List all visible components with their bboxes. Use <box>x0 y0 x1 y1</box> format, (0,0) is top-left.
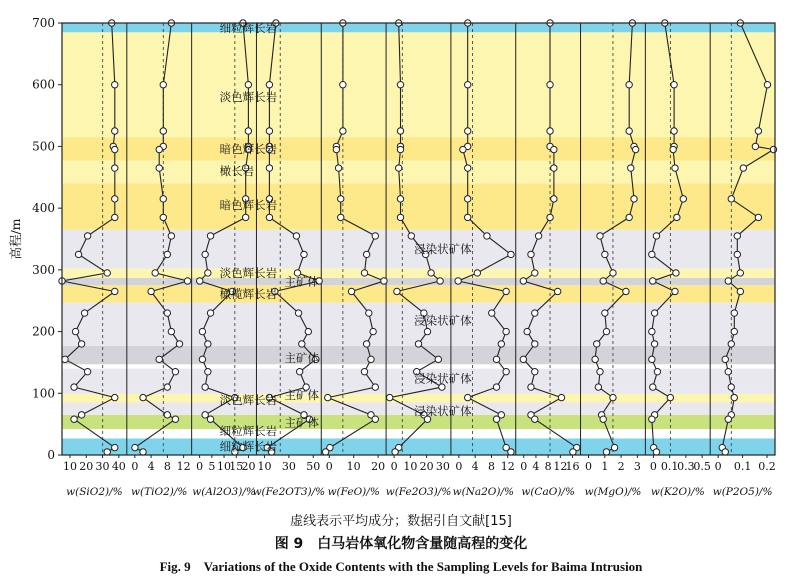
data-point <box>474 270 480 276</box>
data-point <box>435 356 441 362</box>
x-tick-label: 50 <box>306 460 321 473</box>
data-point <box>734 251 740 257</box>
x-tick-label: 20 <box>371 460 386 473</box>
x-tick-label: 0 <box>196 460 204 473</box>
data-point <box>397 196 403 202</box>
data-point <box>148 288 154 294</box>
data-point <box>570 449 576 455</box>
x-tick-label: 30 <box>95 460 110 473</box>
data-point <box>363 341 369 347</box>
panel-label: w(FeO)/% <box>327 486 380 498</box>
data-point <box>295 310 301 316</box>
panel-label: w(K2O)/% <box>650 486 705 498</box>
panel-label: w(CaO)/% <box>521 486 575 498</box>
data-point <box>132 444 138 450</box>
data-point <box>205 270 211 276</box>
data-point <box>651 310 657 316</box>
data-point <box>81 310 87 316</box>
data-point <box>611 444 617 450</box>
data-point <box>532 341 538 347</box>
x-tick-label: 0 <box>520 460 528 473</box>
data-point <box>202 251 208 257</box>
data-point <box>156 356 162 362</box>
data-point <box>78 341 84 347</box>
data-point <box>558 394 564 400</box>
data-point <box>164 412 170 418</box>
data-point <box>672 165 678 171</box>
y-tick-label: 300 <box>32 262 55 277</box>
data-point <box>176 341 182 347</box>
data-point <box>333 146 339 152</box>
data-point <box>632 146 638 152</box>
data-point <box>610 270 616 276</box>
data-point <box>498 341 504 347</box>
data-point <box>722 356 728 362</box>
y-tick-label: 200 <box>32 324 55 339</box>
data-point <box>600 416 606 422</box>
data-point <box>361 270 367 276</box>
data-point <box>197 278 203 284</box>
data-point <box>731 394 737 400</box>
x-tick-label: 10 <box>257 460 272 473</box>
data-point <box>71 416 77 422</box>
x-tick-label: 0.1 <box>733 460 752 473</box>
data-point <box>207 416 213 422</box>
data-point <box>755 128 761 134</box>
data-point <box>597 233 603 239</box>
data-point <box>547 214 553 220</box>
data-point <box>325 394 331 400</box>
panel-label: w(Na2O)/% <box>452 486 515 498</box>
data-point <box>603 328 609 334</box>
data-point <box>654 368 660 374</box>
data-point <box>532 416 538 422</box>
y-axis-label: 高程/m <box>8 218 23 260</box>
lithology-band <box>62 137 775 160</box>
data-point <box>372 416 378 422</box>
data-point <box>293 233 299 239</box>
data-point <box>205 368 211 374</box>
data-point <box>649 356 655 362</box>
data-point <box>484 233 490 239</box>
x-tick-label: 5 <box>208 460 216 473</box>
data-point <box>172 368 178 374</box>
data-point <box>392 449 398 455</box>
data-point <box>667 394 673 400</box>
data-point <box>160 82 166 88</box>
rock-label: 浸染状矿体 <box>414 371 472 386</box>
data-point <box>168 328 174 334</box>
y-tick-label: 400 <box>32 201 55 216</box>
rock-label: 细粒辉长岩 <box>219 20 278 35</box>
data-point <box>112 394 118 400</box>
data-point <box>104 270 110 276</box>
data-point <box>650 384 656 390</box>
figure-caption-en: Fig. 9 Variations of the Oxide Contents with the Sampling Levels for Baima Intrusion <box>159 559 643 574</box>
data-point <box>547 82 553 88</box>
data-point <box>551 196 557 202</box>
data-point <box>653 233 659 239</box>
x-tick-label: 15 <box>229 460 244 473</box>
x-tick-label: 10 <box>63 460 77 473</box>
rock-label: 淡色辉长岩 <box>219 265 278 280</box>
x-tick-label: 10 <box>346 460 361 473</box>
data-point <box>266 128 272 134</box>
data-point <box>725 368 731 374</box>
data-point <box>600 278 606 284</box>
data-point <box>672 288 678 294</box>
data-point <box>112 444 118 450</box>
lithology-band <box>62 161 775 184</box>
rock-label: 浸染状矿体 <box>414 241 472 256</box>
data-point <box>340 128 346 134</box>
data-point <box>266 82 272 88</box>
data-point <box>554 288 560 294</box>
data-point <box>465 82 471 88</box>
x-tick-label: 10 <box>217 460 232 473</box>
data-point <box>164 310 170 316</box>
data-point <box>680 196 686 202</box>
y-tick-label: 100 <box>32 386 55 401</box>
x-tick-label: 40 <box>111 460 126 473</box>
data-point <box>140 449 146 455</box>
x-tick-label: 30 <box>435 460 450 473</box>
x-tick-label: 20 <box>79 460 94 473</box>
data-point <box>207 310 213 316</box>
data-point <box>728 196 734 202</box>
data-point <box>626 82 632 88</box>
data-point <box>764 82 770 88</box>
data-point <box>737 270 743 276</box>
x-tick-label: 0 <box>455 460 463 473</box>
x-tick-label: 2 <box>617 460 625 473</box>
x-tick-label: 0 <box>585 460 593 473</box>
data-point <box>628 165 634 171</box>
data-point <box>651 341 657 347</box>
data-point <box>62 356 68 362</box>
data-point <box>368 356 374 362</box>
data-point <box>428 270 434 276</box>
data-point <box>508 251 514 257</box>
data-point <box>551 165 557 171</box>
data-point <box>205 341 211 347</box>
rock-label: 主矿体 <box>284 351 319 366</box>
panel-label: w(MgO)/% <box>584 486 642 498</box>
data-point <box>650 278 656 284</box>
data-point <box>168 233 174 239</box>
data-point <box>156 165 162 171</box>
data-point <box>245 128 251 134</box>
data-point <box>395 165 401 171</box>
data-point <box>299 341 305 347</box>
data-point <box>84 233 90 239</box>
x-tick-label: 20 <box>241 460 256 473</box>
data-point <box>670 146 676 152</box>
data-point <box>78 412 84 418</box>
x-tick-label: 0 <box>325 460 333 473</box>
data-point <box>112 146 118 152</box>
data-point <box>592 356 598 362</box>
data-point <box>722 449 728 455</box>
data-point <box>602 251 608 257</box>
x-tick-label: 16 <box>565 460 580 473</box>
data-point <box>520 356 526 362</box>
data-point <box>725 416 731 422</box>
data-point <box>397 82 403 88</box>
rock-label: 主矿体 <box>284 388 319 403</box>
data-point <box>528 384 534 390</box>
x-tick-label: 0.3 <box>677 460 695 473</box>
data-point <box>112 196 118 202</box>
data-point <box>551 146 557 152</box>
data-point <box>394 288 400 294</box>
data-point <box>242 214 248 220</box>
data-point <box>465 165 471 171</box>
data-point <box>164 251 170 257</box>
data-point <box>75 251 81 257</box>
data-point <box>535 233 541 239</box>
data-point <box>653 449 659 455</box>
data-point <box>649 416 655 422</box>
data-point <box>199 356 205 362</box>
data-point <box>397 146 403 152</box>
data-point <box>112 214 118 220</box>
x-tick-label: 4 <box>532 460 540 473</box>
footnote: 虚线表示平均成分；数据引自文献[15] <box>290 514 512 529</box>
data-point <box>520 278 526 284</box>
data-point <box>397 128 403 134</box>
lithology-band <box>62 346 775 365</box>
data-point <box>460 146 466 152</box>
data-point <box>455 278 461 284</box>
data-point <box>348 288 354 294</box>
data-point <box>156 146 162 152</box>
data-point <box>335 165 341 171</box>
panel-label: w(Fe2O3)/% <box>385 486 452 498</box>
data-point <box>424 328 430 334</box>
data-point <box>528 251 534 257</box>
y-tick-label: 0 <box>47 448 55 462</box>
data-point <box>597 368 603 374</box>
data-point <box>112 82 118 88</box>
data-point <box>160 128 166 134</box>
data-point <box>493 384 499 390</box>
data-point <box>152 270 158 276</box>
data-point <box>532 368 538 374</box>
y-tick-label: 500 <box>32 139 55 154</box>
data-point <box>363 251 369 257</box>
data-point <box>172 416 178 422</box>
panel-label: w(TiO2)/% <box>131 486 188 498</box>
data-point <box>508 449 514 455</box>
data-point <box>207 233 213 239</box>
x-tick-label: 0 <box>649 460 657 473</box>
data-point <box>112 165 118 171</box>
data-point <box>626 214 632 220</box>
data-point <box>547 128 553 134</box>
data-point <box>202 412 208 418</box>
data-point <box>532 270 538 276</box>
data-point <box>673 270 679 276</box>
x-tick-label: 8 <box>544 460 552 473</box>
data-point <box>104 449 110 455</box>
data-point <box>493 416 499 422</box>
rock-label: 主矿体 <box>284 274 319 289</box>
data-point <box>626 128 632 134</box>
figure-caption-cn: 图 9 白马岩体氧化物含量随高程的变化 <box>274 536 528 552</box>
data-point <box>338 214 344 220</box>
data-point <box>737 288 743 294</box>
data-point <box>370 328 376 334</box>
x-tick-label: 8 <box>487 460 495 473</box>
panel-label: w(P2O5)/% <box>712 486 773 498</box>
data-point <box>372 233 378 239</box>
data-point <box>202 384 208 390</box>
rock-label: 浸染状矿体 <box>414 404 472 419</box>
data-point <box>493 356 499 362</box>
x-tick-label: 3 <box>633 460 641 473</box>
data-point <box>465 128 471 134</box>
x-tick-label: 0.2 <box>758 460 776 473</box>
data-point <box>752 143 758 149</box>
panel-label: w(SiO2)/% <box>66 486 123 498</box>
data-point <box>296 368 302 374</box>
x-tick-label: 0 <box>131 460 139 473</box>
lithology-band <box>62 278 775 285</box>
panel-label: w(Fe2OT3)/% <box>252 486 326 498</box>
data-point <box>245 82 251 88</box>
data-point <box>770 146 776 152</box>
rock-label: 细粒辉长岩 <box>219 439 278 454</box>
data-point <box>755 214 761 220</box>
data-point <box>524 328 530 334</box>
rock-label: 橄长岩 <box>219 164 255 179</box>
x-tick-label: 1 <box>601 460 609 473</box>
data-point <box>623 288 629 294</box>
data-point <box>734 233 740 239</box>
data-point <box>71 384 77 390</box>
x-tick-label: 12 <box>500 460 515 473</box>
data-point <box>266 214 272 220</box>
rock-label: 淡色辉长岩 <box>219 90 278 105</box>
data-point <box>112 288 118 294</box>
data-point <box>415 341 421 347</box>
data-point <box>408 233 414 239</box>
data-point <box>731 328 737 334</box>
rock-label: 淡色辉长岩 <box>219 393 278 408</box>
data-point <box>631 196 637 202</box>
panel-label: w(Al2O3)/% <box>192 486 256 498</box>
x-tick-label: 0.1 <box>660 460 679 473</box>
data-point <box>112 128 118 134</box>
data-point <box>489 310 495 316</box>
data-point <box>160 214 166 220</box>
y-tick-label: 600 <box>32 77 55 92</box>
data-point <box>301 251 307 257</box>
data-point <box>184 278 190 284</box>
lithology-band <box>62 438 775 455</box>
data-point <box>503 328 509 334</box>
data-point <box>674 214 680 220</box>
x-tick-label: 4 <box>471 460 479 473</box>
data-point <box>366 310 372 316</box>
x-tick-label: 20 <box>419 460 434 473</box>
x-tick-label: 0 <box>714 460 722 473</box>
x-tick-label: 30 <box>281 460 296 473</box>
data-point <box>740 165 746 171</box>
data-point <box>649 251 655 257</box>
lithology-band <box>62 183 775 229</box>
y-tick-label: 700 <box>32 16 55 30</box>
data-point <box>532 310 538 316</box>
x-tick-label: 0.5 <box>693 460 711 473</box>
data-point <box>595 384 601 390</box>
data-point <box>594 341 600 347</box>
x-tick-label: 4 <box>147 460 155 473</box>
data-point <box>361 368 367 374</box>
data-point <box>465 394 471 400</box>
data-point <box>671 82 677 88</box>
data-point <box>322 449 328 455</box>
lithology-band <box>62 429 775 438</box>
rock-label: 细粒辉长岩 <box>219 423 278 438</box>
data-point <box>340 82 346 88</box>
data-point <box>338 196 344 202</box>
data-point <box>503 368 509 374</box>
data-point <box>725 278 731 284</box>
data-point <box>84 368 90 374</box>
x-tick-label: 12 <box>176 460 191 473</box>
data-point <box>728 341 734 347</box>
rock-label: 暗色辉长岩 <box>219 198 278 213</box>
data-point <box>164 384 170 390</box>
data-point <box>72 328 78 334</box>
rock-label: 主矿体 <box>284 415 319 430</box>
x-tick-label: 8 <box>163 460 171 473</box>
data-point <box>602 310 608 316</box>
data-point <box>671 128 677 134</box>
data-point <box>610 394 616 400</box>
x-tick-label: 12 <box>553 460 568 473</box>
data-point <box>503 288 509 294</box>
data-point <box>731 310 737 316</box>
data-point <box>381 278 387 284</box>
data-point <box>140 394 146 400</box>
data-point <box>649 328 655 334</box>
data-point <box>372 384 378 390</box>
data-point <box>465 196 471 202</box>
data-point <box>160 196 166 202</box>
rock-label: 橄榄辉长岩 <box>219 286 278 301</box>
rock-label: 暗色辉长岩 <box>219 141 278 156</box>
data-point <box>266 165 272 171</box>
data-point <box>728 384 734 390</box>
x-tick-label: 10 <box>403 460 418 473</box>
data-point <box>437 278 443 284</box>
data-point <box>305 328 311 334</box>
data-point <box>386 394 392 400</box>
rock-label: 浸染状矿体 <box>414 313 472 328</box>
x-tick-label: 0 <box>390 460 398 473</box>
data-point <box>465 214 471 220</box>
data-point <box>199 328 205 334</box>
data-point <box>397 214 403 220</box>
data-point <box>603 449 609 455</box>
